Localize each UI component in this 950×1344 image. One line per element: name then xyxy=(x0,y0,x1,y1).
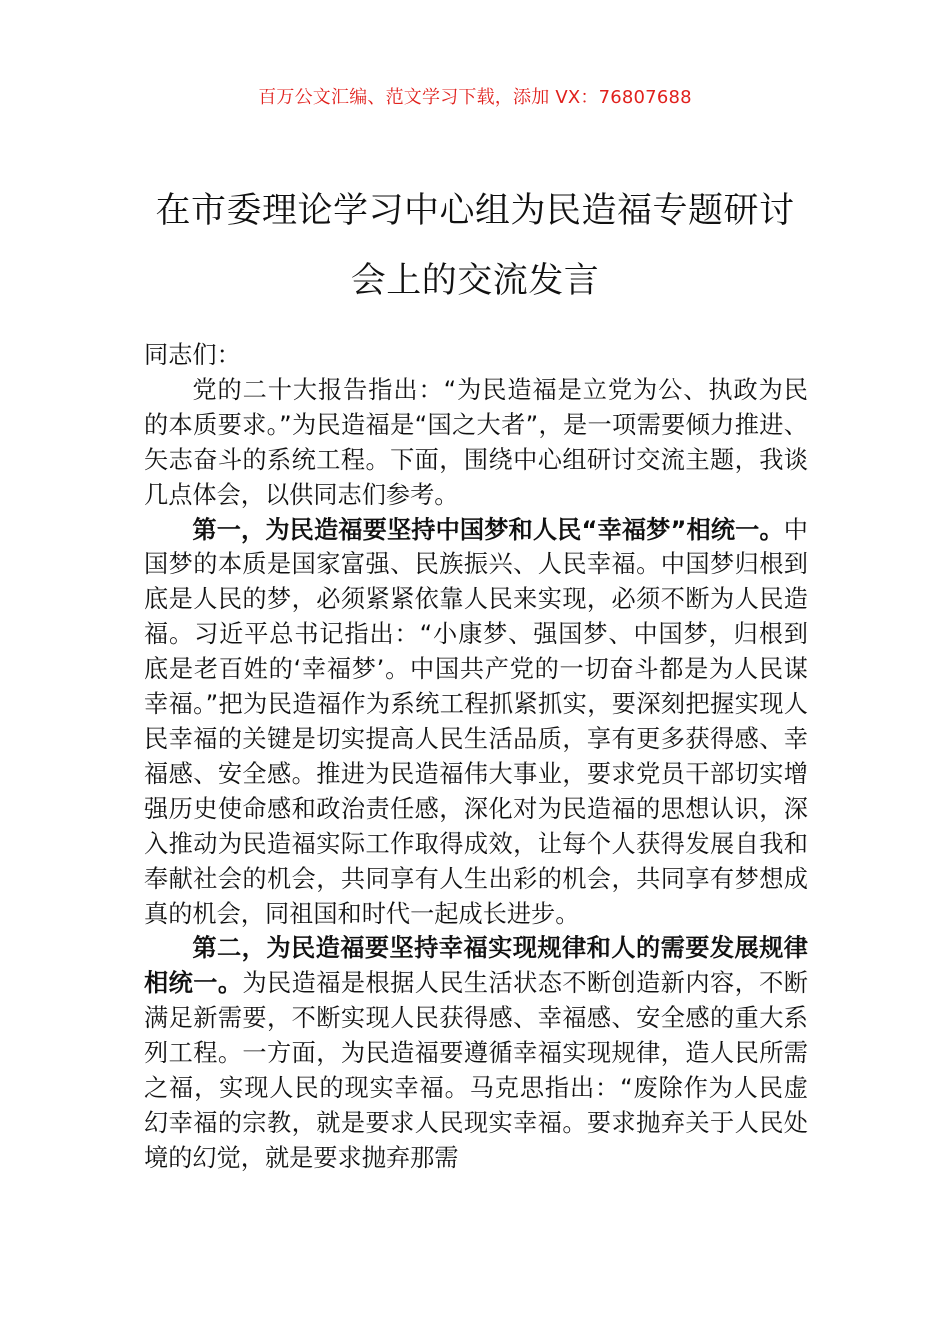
document-body xyxy=(144,338,808,1176)
paragraph-point-2 xyxy=(144,931,808,1175)
paragraph-intro xyxy=(144,373,808,513)
paragraph-lead: 第一，为民造福要坚持中国梦和人民“幸福梦”相统一。 xyxy=(192,515,784,544)
paragraph-text: 为民造福是根据人民生活状态不断创造新内容，不断满足新需要，不断实现人民获得感、幸福感、安全感的重大系列工程。一方面，为民造福要遵循幸福实现规律，造人民所需之福，实现人民的现实幸福。马克思指出：“废除作为人民虚幻幸福的宗教，就是要求人民现实幸福。要求抛弃关于人民处境的幻觉，就是要求抛弃那需 xyxy=(144,969,808,1172)
watermark-header: 百万公文汇编、范文学习下载，添加 VX：76807688 xyxy=(258,87,692,108)
salutation: 同志们： xyxy=(144,341,241,369)
paragraph-point-1 xyxy=(144,513,808,932)
title-line-2: 会上的交流发言 xyxy=(350,261,600,301)
title-line-1: 在市委理论学习中心组为民造福专题研讨 xyxy=(155,191,795,231)
paragraph-lead: 第二，为民造福要坚持幸福实现规律和人的需要发展规律相统一。 xyxy=(144,934,808,998)
paragraph-text: 中国梦的本质是国家富强、民族振兴、人民幸福。中国梦归根到底是人民的梦，必须紧紧依靠人民来实现，必须不断为人民造福。习近平总书记指出：“小康梦、强国梦、中国梦，归根到底是老百姓的‘幸福梦’。中国共产党的一切奋斗都是为人民谋幸福。”把为民造福作为系统工程抓紧抓实，要深刻把握实现人民幸福的关键是切实提高人民生活品质，享有更多获得感、幸福感、安全感。推进为民造福伟大事业，要求党员干部切实增强历史使命感和政治责任感，深化对为民造福的思想认识，深入推动为民造福实际工作取得成效，让每个人获得发展自我和奉献社会的机会，共同享有人生出彩的机会，共同享有梦想成真的机会，同祖国和时代一起成长进步。 xyxy=(144,515,808,928)
document-title xyxy=(140,176,810,316)
paragraph-text: 党的二十大报告指出：“为民造福是立党为公、执政为民的本质要求。”为民造福是“国之大者”，是一项需要倾力推进、矢志奋斗的系统工程。下面，围绕中心组研讨交流主题，我谈几点体会，以供同志们参考。 xyxy=(144,375,808,509)
